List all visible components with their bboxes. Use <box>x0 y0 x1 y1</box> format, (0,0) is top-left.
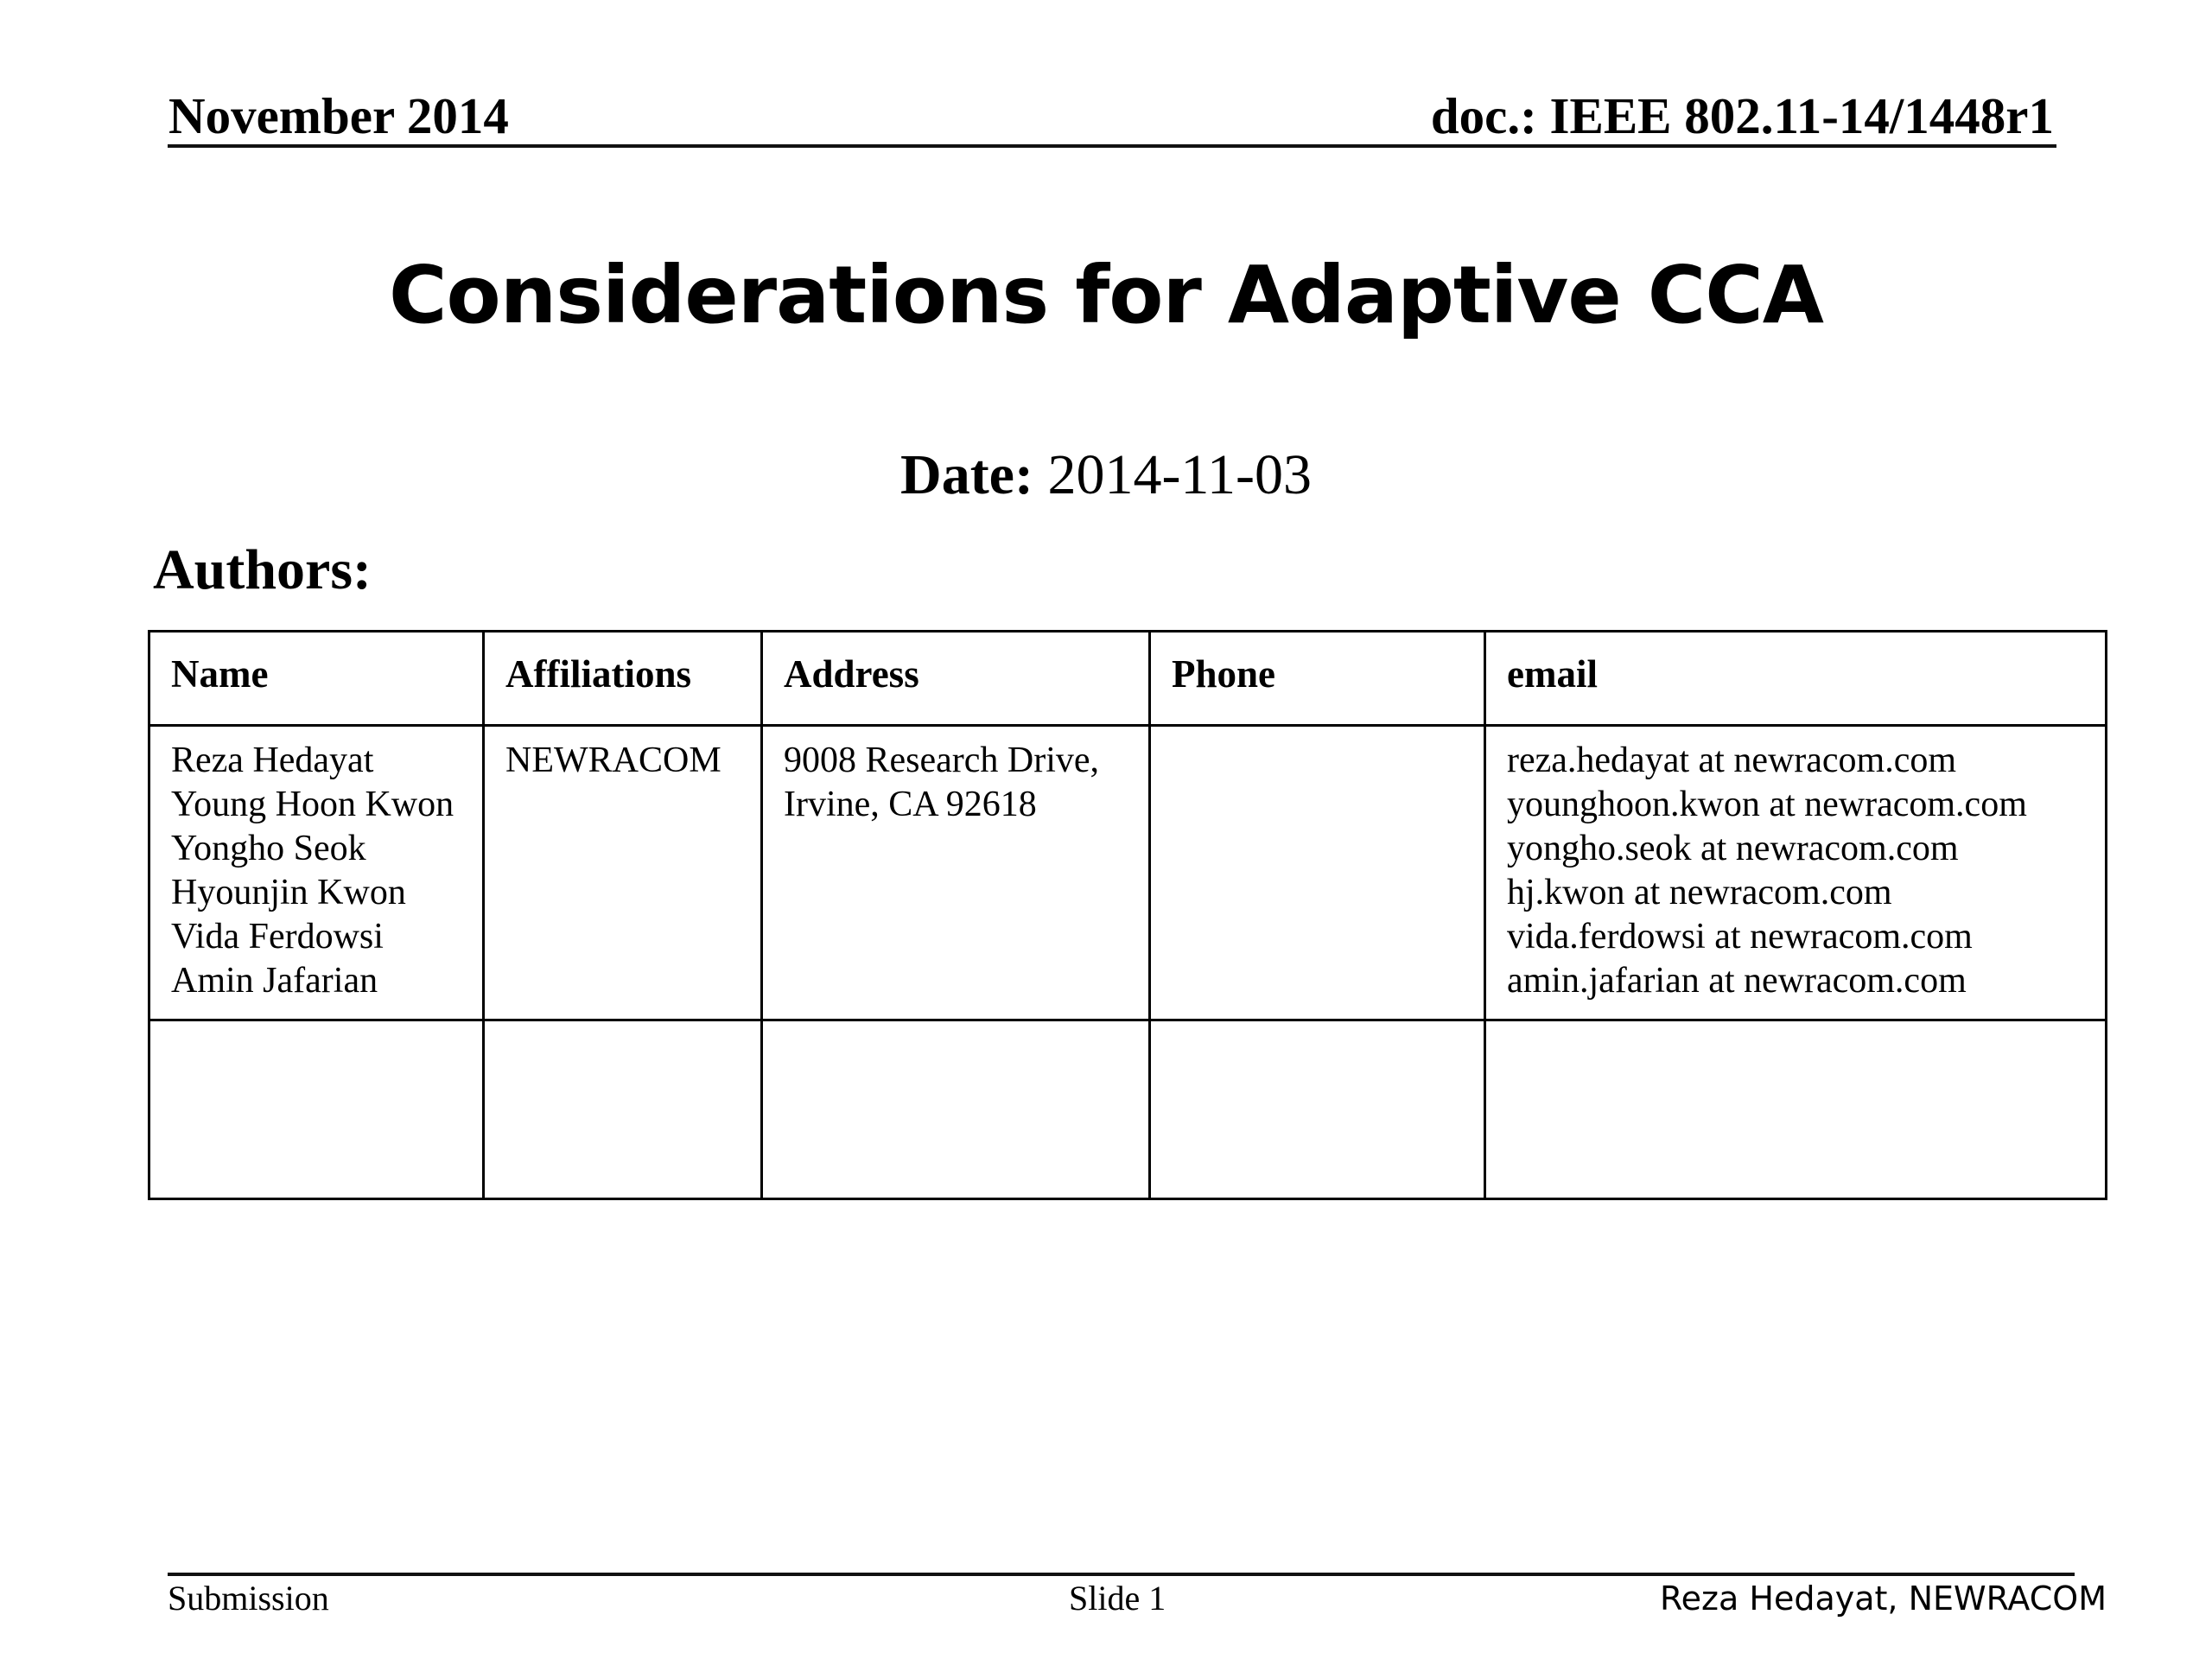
names-cell <box>149 726 484 1020</box>
address-cell <box>762 726 1150 1020</box>
author-email: younghoon.kwon at newracom.com <box>1507 785 2027 824</box>
slide-title: Considerations for Adaptive CCA <box>389 249 1823 341</box>
footer-divider <box>168 1573 2075 1576</box>
empty-cell <box>484 1020 762 1199</box>
column-header-affiliations: Affiliations <box>484 632 762 726</box>
address-line: 9008 Research Drive, <box>784 741 1100 780</box>
address-line: Irvine, CA 92618 <box>784 785 1037 824</box>
empty-cell <box>149 1020 484 1199</box>
date-label: Date: <box>900 443 1033 506</box>
author-name: Reza Hedayat <box>171 741 374 780</box>
column-header-address: Address <box>762 632 1150 726</box>
author-name: Hyounjin Kwon <box>171 873 406 912</box>
affiliation-cell: NEWRACOM <box>484 726 762 1020</box>
date-line <box>0 442 2212 508</box>
author-email: vida.ferdowsi at newracom.com <box>1507 917 1973 957</box>
author-email: hj.kwon at newracom.com <box>1507 873 1892 912</box>
empty-cell <box>1485 1020 2107 1199</box>
author-name: Amin Jafarian <box>171 961 378 1001</box>
author-name: Young Hoon Kwon <box>171 785 454 824</box>
author-name: Vida Ferdowsi <box>171 917 384 957</box>
authors-heading: Authors: <box>153 538 372 601</box>
footer-slide-number: Slide 1 <box>1069 1579 1166 1618</box>
footer-author: Reza Hedayat, NEWRACOM <box>1659 1580 2107 1618</box>
table-row-empty <box>149 1020 2107 1199</box>
phone-cell <box>1150 726 1485 1020</box>
author-email: yongho.seok at newracom.com <box>1507 829 1959 868</box>
column-header-phone: Phone <box>1150 632 1485 726</box>
table-header-row <box>149 632 2107 726</box>
author-name: Yongho Seok <box>171 829 366 868</box>
header-doc-id: doc.: IEEE 802.11-14/1448r1 <box>1430 87 2054 144</box>
email-cell <box>1485 726 2107 1020</box>
author-email: amin.jafarian at newracom.com <box>1507 961 1967 1001</box>
authors-table <box>148 630 2107 1200</box>
column-header-email: email <box>1485 632 2107 726</box>
table-row <box>149 726 2107 1020</box>
footer-submission: Submission <box>168 1579 329 1618</box>
header-date: November 2014 <box>168 87 509 144</box>
header-divider <box>168 144 2056 148</box>
empty-cell <box>762 1020 1150 1199</box>
empty-cell <box>1150 1020 1485 1199</box>
column-header-name: Name <box>149 632 484 726</box>
author-email: reza.hedayat at newracom.com <box>1507 741 1957 780</box>
date-value: 2014-11-03 <box>1047 443 1312 506</box>
